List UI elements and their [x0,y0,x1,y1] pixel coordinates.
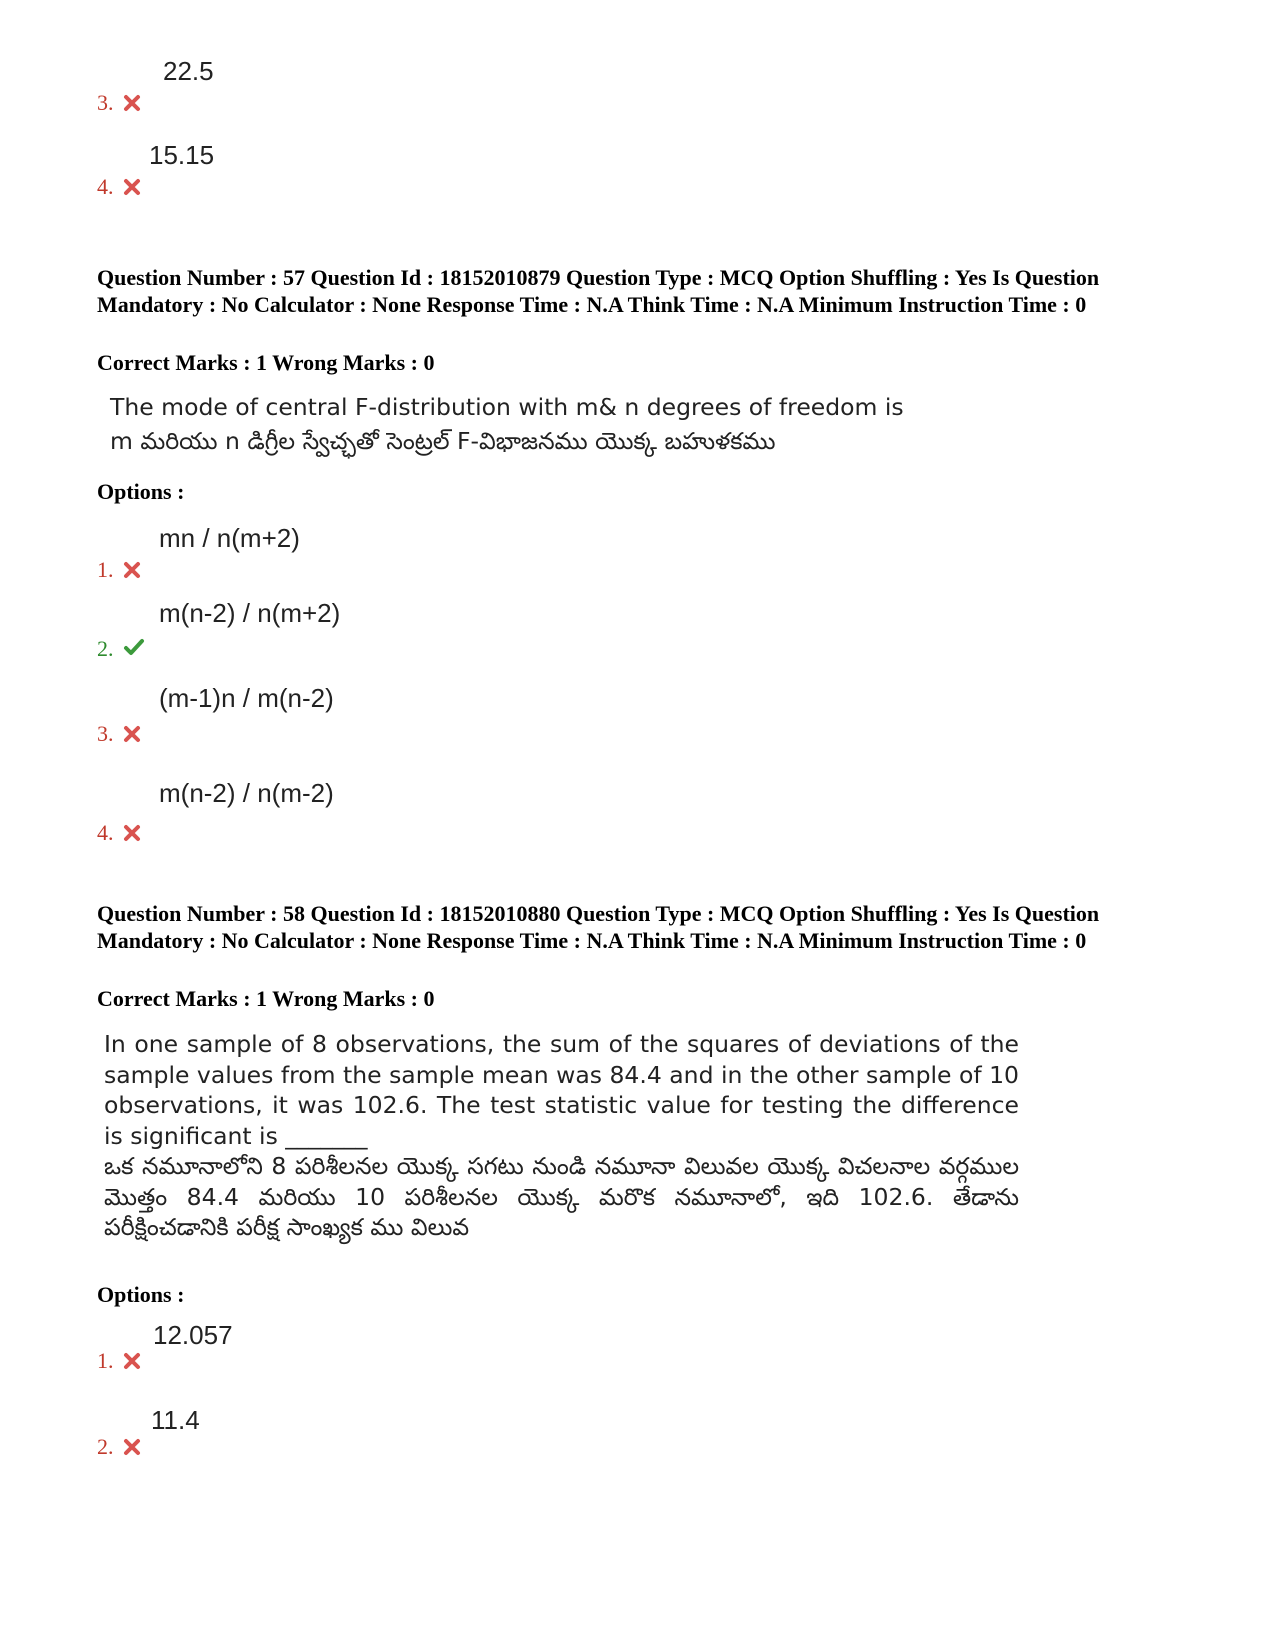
question-57-options-label: Options : [97,479,185,504]
option-value: m(n-2) / n(m+2) [159,598,341,628]
option-number: 2. [97,636,114,661]
question-58-options-label: Options : [97,1282,185,1307]
question-58-header: Question Number : 58 Question Id : 18152010880 Question Type : MCQ Option Shuffling : Yes Is Question Mandatory : No Calculator : None Response Time : N.A Think Time : N.A Minimum Instruction Time : 0 [97,901,1100,953]
prev-option-3 [97,56,1097,116]
stem-english: In one sample of 8 observations, the sum of the squares of deviations of the sample values from the sample mean was 84.4 and in the other sample of 10 observations, it was 102.6. The test statistic value for testing the difference is significant is _______ [104,1030,1019,1150]
stem-telugu: ఒక నమూనాలోని 8 పరిశీలనల యొక్క సగటు నుండి నమూనా విలువల యొక్క విచలనాల వర్గముల మొత్తం 84.4 మరియు 10 పరిశీలనల యొక్క మరొక నమూనాలో, ఇది 102.6. తేడాను పరీక్షించడానికి పరీక్ష సాంఖ్యక ము విలువ [104,1152,1019,1241]
option-number: 3. [97,721,114,746]
stem-telugu: m మరియు n డిగ్రీల స్వేచ్ఛతో సెంట్రల్ F-విభాజనము యొక్క బహుళకము [110,427,776,455]
cross-icon [122,94,142,112]
option-value: 22.5 [163,56,214,86]
cross-icon [122,561,142,579]
q57-option-2 [97,598,1097,662]
question-57-marks: Correct Marks : 1 Wrong Marks : 0 [97,350,435,375]
option-number: 2. [97,1434,114,1459]
q58-option-2 [97,1405,1097,1460]
question-58-stem [104,1029,1019,1243]
option-value: 11.4 [151,1405,200,1435]
cross-icon [122,725,142,743]
q57-option-1 [97,523,1097,583]
option-number: 3. [97,90,114,115]
option-number: 1. [97,557,114,582]
option-value: mn / n(m+2) [159,523,300,553]
option-number: 4. [97,174,114,199]
cross-icon [122,824,142,842]
question-57-stem [110,390,1010,458]
cross-icon [122,178,142,196]
option-value: 12.057 [153,1320,233,1350]
q57-option-3 [97,683,1097,747]
question-58-marks: Correct Marks : 1 Wrong Marks : 0 [97,986,435,1011]
check-icon [122,638,146,656]
q58-option-1 [97,1320,1097,1374]
q57-option-4 [97,778,1097,846]
option-value: m(n-2) / n(m-2) [159,778,334,808]
option-value: (m-1)n / m(n-2) [159,683,334,713]
stem-english: The mode of central F-distribution with m& n degrees of freedom is [110,393,904,421]
prev-option-4 [97,140,1097,200]
option-number: 4. [97,820,114,845]
cross-icon [122,1438,142,1456]
question-57-header: Question Number : 57 Question Id : 18152010879 Question Type : MCQ Option Shuffling : Yes Is Question Mandatory : No Calculator : None Response Time : N.A Think Time : N.A Minimum Instruction Time : 0 [97,265,1100,317]
option-value: 15.15 [149,140,215,170]
option-number: 1. [97,1348,114,1373]
cross-icon [122,1352,142,1370]
